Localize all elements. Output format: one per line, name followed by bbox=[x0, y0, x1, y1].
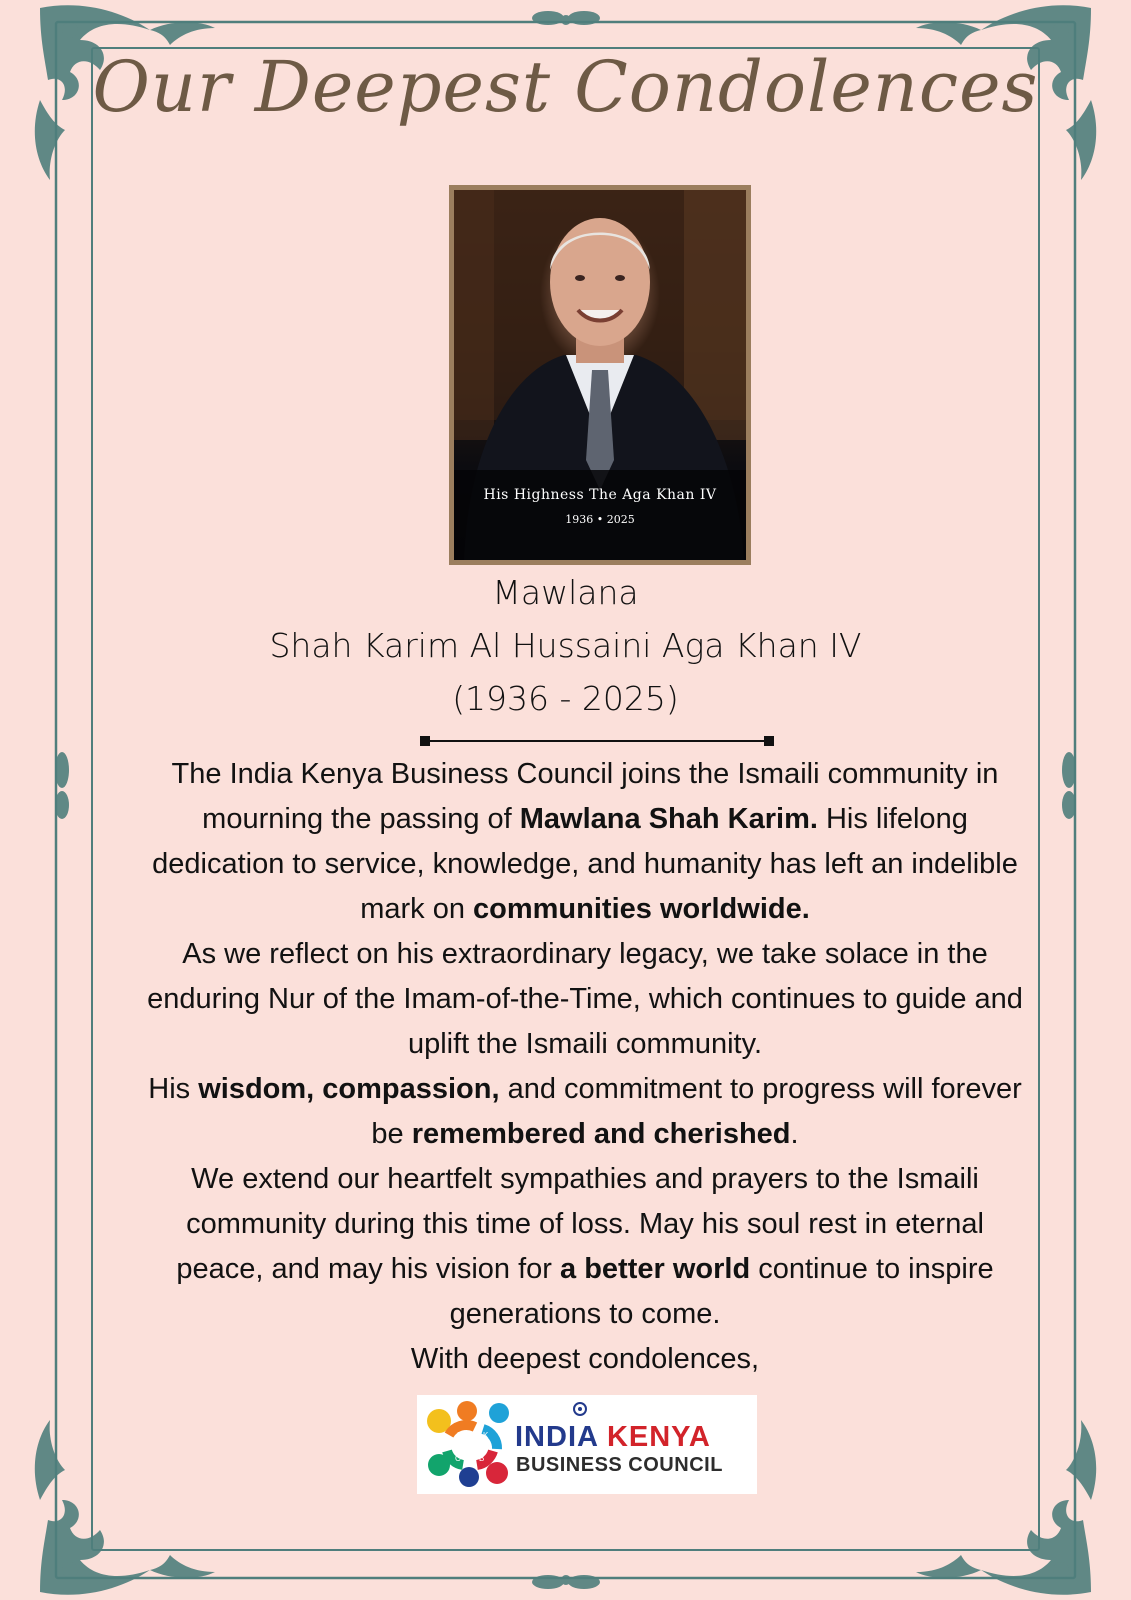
divider-end-left bbox=[420, 736, 430, 746]
message-bold-text: Mawlana Shah Karim. bbox=[519, 803, 818, 835]
message-text: . bbox=[790, 1118, 799, 1150]
message-paragraph-2: As we reflect on his extraordinary legacy, we take solace in the enduring Nur of the Imam-of-the-Time, which continues to guide and uplift the Ismaili community. bbox=[147, 938, 1023, 1060]
logo-circle-letter-k: K bbox=[483, 1431, 489, 1440]
message-text: We extend our heartfelt sympathies and prayers to the Ismaili community during this time of loss. May his soul rest in eternal peace, and may his vision for bbox=[176, 1163, 984, 1285]
corner-ornament-bottom-right bbox=[916, 1420, 1096, 1595]
ikbc-logo bbox=[417, 1395, 757, 1494]
logo-word-kenya: KENYA bbox=[606, 1421, 711, 1453]
portrait-photo bbox=[449, 185, 751, 565]
logo-circle-letter-b: B bbox=[479, 1454, 485, 1463]
portrait-caption: His Highness The Aga Khan IV bbox=[483, 487, 717, 503]
condolence-message bbox=[140, 752, 1030, 1382]
corner-ornament-bottom-left bbox=[35, 1420, 215, 1595]
message-paragraph-4 bbox=[140, 1157, 1030, 1337]
honoree-years: (1936 - 2025) bbox=[452, 679, 679, 718]
portrait-figure bbox=[454, 190, 746, 560]
portrait-years: 1936 • 2025 bbox=[565, 513, 635, 526]
message-paragraph-1 bbox=[140, 752, 1030, 932]
logo-wordmark bbox=[515, 1421, 711, 1454]
message-bold-text: remembered and cherished bbox=[411, 1118, 791, 1150]
honoree-name bbox=[0, 566, 1131, 725]
message-paragraph-3 bbox=[140, 1067, 1030, 1157]
section-divider bbox=[420, 735, 774, 747]
logo-circle-letter-c: C bbox=[455, 1454, 461, 1463]
message-text: and commitment to progress will forever be bbox=[371, 1073, 1022, 1150]
message-text: His bbox=[148, 1073, 199, 1105]
message-bold-text: a better world bbox=[560, 1253, 751, 1285]
message-bold-text: communities worldwide. bbox=[473, 893, 810, 925]
message-bold-text: wisdom, compassion, bbox=[198, 1073, 500, 1105]
logo-subtitle: BUSINESS COUNCIL bbox=[516, 1454, 723, 1476]
top-center-scroll bbox=[532, 11, 600, 25]
page-title: Our Deepest Condolences bbox=[92, 46, 1039, 128]
divider-line bbox=[426, 740, 768, 742]
honoree-title: Mawlana bbox=[492, 573, 639, 612]
message-signoff: With deepest condolences, bbox=[410, 1343, 760, 1375]
message-text: The India Kenya Business Council joins the Ismaili community in mourning the passing of bbox=[171, 758, 999, 835]
message-text: His lifelong dedication to service, knowledge, and humanity has left an indelible mark on bbox=[152, 803, 1018, 925]
logo-circle-letter-i: I bbox=[457, 1431, 460, 1440]
logo-word-india: INDIA bbox=[515, 1421, 598, 1453]
bottom-center-scroll bbox=[532, 1575, 600, 1589]
message-text: continue to inspire generations to come. bbox=[449, 1253, 994, 1330]
divider-end-right bbox=[764, 736, 774, 746]
honoree-full-name: Shah Karim Al Hussaini Aga Khan IV bbox=[269, 626, 862, 665]
